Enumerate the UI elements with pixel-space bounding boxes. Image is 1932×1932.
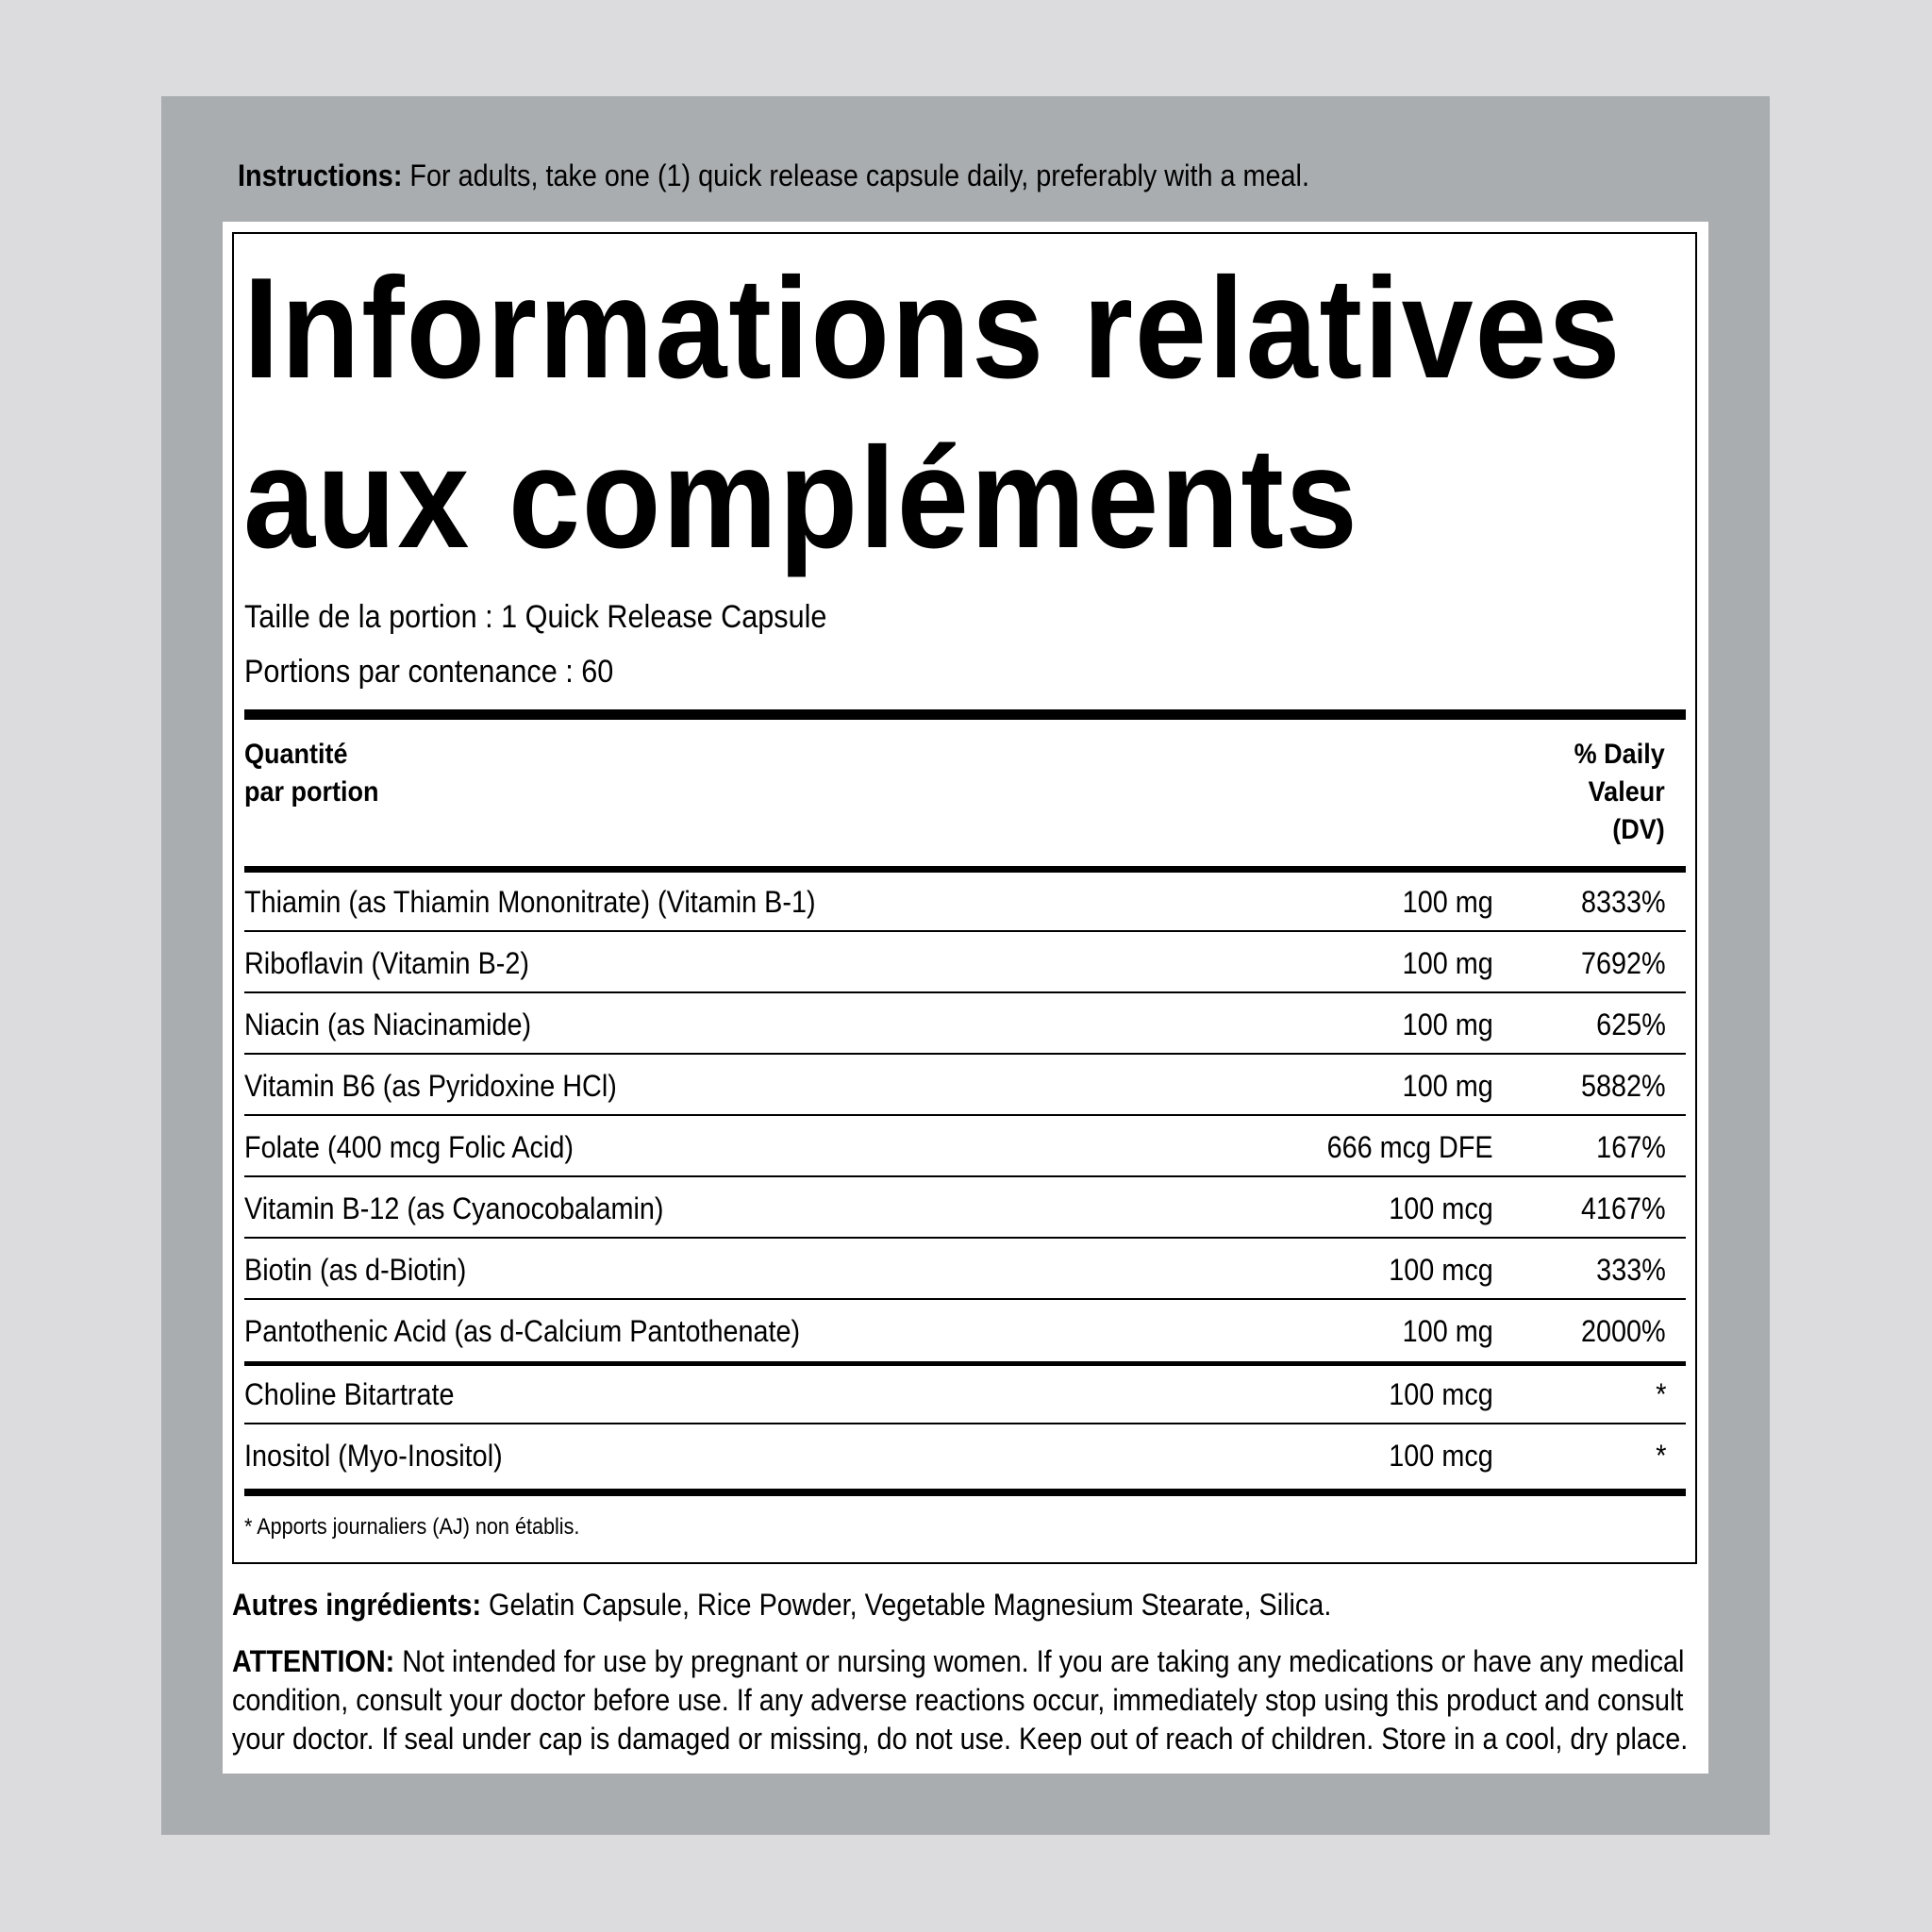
serving-size: Taille de la portion : 1 Quick Release Capsule (244, 599, 827, 635)
nutrient-name: Folate (400 mcg Folic Acid) (244, 1130, 574, 1164)
nutrient-amount: 100 mg (1402, 946, 1493, 980)
dv-header-line-2: Valeur (1588, 776, 1665, 808)
row-divider (244, 1114, 1686, 1116)
daily-value-header (1574, 736, 1665, 849)
nutrient-name: Vitamin B-12 (as Cyanocobalamin) (244, 1191, 664, 1225)
nutrient-daily-value: 167% (1596, 1130, 1666, 1164)
nutrient-amount: 100 mcg (1389, 1377, 1493, 1411)
thick-rule-bottom (244, 1489, 1686, 1496)
attention-line-3: your doctor. If seal under cap is damaged or missing, do not use. Keep out of reach of children. Store in a cool, dry place. (232, 1722, 1689, 1756)
nutrient-daily-value: 2000% (1581, 1314, 1666, 1348)
attention-line-1: Not intended for use by pregnant or nursing women. If you are taking any medications or have any medical (394, 1644, 1685, 1678)
instructions-text (238, 151, 1309, 200)
nutrient-name: Thiamin (as Thiamin Mononitrate) (Vitamin B-1) (244, 885, 816, 919)
nutrient-amount: 100 mg (1402, 1069, 1493, 1103)
nutrient-name: Riboflavin (Vitamin B-2) (244, 946, 529, 980)
amount-per-serving-header (244, 736, 378, 811)
nutrient-row (244, 1178, 1686, 1239)
nutrient-row (244, 994, 1686, 1055)
row-divider (244, 1237, 1686, 1239)
dv-header-line-3: (DV) (1612, 814, 1665, 845)
nutrient-name: Choline Bitartrate (244, 1377, 455, 1411)
nutrient-amount: 100 mcg (1389, 1253, 1493, 1287)
facts-title (243, 243, 1623, 583)
facts-title-line-2: aux compléments (243, 418, 1359, 578)
nutrient-name: Inositol (Myo-Inositol) (244, 1439, 503, 1473)
nutrient-row (244, 1301, 1686, 1361)
nutrient-daily-value: 625% (1596, 1008, 1666, 1041)
attention-label: ATTENTION: (232, 1644, 395, 1678)
nutrient-row (244, 1117, 1686, 1177)
row-divider (244, 1298, 1686, 1300)
row-divider (244, 1175, 1686, 1177)
nutrient-row (244, 1364, 1686, 1424)
row-divider (244, 1053, 1686, 1055)
instructions-body: For adults, take one (1) quick release capsule daily, preferably with a meal. (402, 158, 1309, 192)
amount-header-line-2: par portion (244, 776, 379, 808)
thick-rule-top (244, 709, 1686, 720)
other-ingredients-label: Autres ingrédients: (232, 1588, 482, 1622)
nutrient-row (244, 933, 1686, 993)
facts-title-line-1: Informations relatives (243, 248, 1623, 408)
nutrient-daily-value: * (1655, 1439, 1666, 1473)
nutrient-amount: 100 mg (1402, 1008, 1493, 1041)
nutrient-daily-value: 4167% (1581, 1191, 1666, 1225)
nutrient-amount: 100 mg (1402, 885, 1493, 919)
other-ingredients-text: Gelatin Capsule, Rice Powder, Vegetable Magnesium Stearate, Silica. (481, 1588, 1332, 1622)
nutrient-amount: 100 mg (1402, 1314, 1493, 1348)
servings-per-container: Portions par contenance : 60 (244, 654, 614, 690)
nutrient-amount: 100 mcg (1389, 1439, 1493, 1473)
nutrient-amount: 100 mcg (1389, 1191, 1493, 1225)
nutrient-name: Niacin (as Niacinamide) (244, 1008, 532, 1041)
nutrient-row (244, 872, 1686, 932)
row-divider (244, 1423, 1686, 1424)
nutrient-daily-value: 5882% (1581, 1069, 1666, 1103)
attention-warning (232, 1642, 1726, 1758)
nutrient-row (244, 1056, 1686, 1116)
nutrient-daily-value: 7692% (1581, 946, 1666, 980)
nutrient-daily-value: * (1655, 1377, 1666, 1411)
other-ingredients (232, 1585, 1331, 1624)
dv-header-line-1: % Daily (1574, 739, 1665, 770)
nutrient-name: Pantothenic Acid (as d-Calcium Pantothenate) (244, 1314, 801, 1348)
nutrient-amount: 666 mcg DFE (1326, 1130, 1493, 1164)
amount-header-line-1: Quantité (244, 739, 348, 770)
rule-other-nutrients (244, 1361, 1686, 1366)
row-divider (244, 930, 1686, 932)
nutrient-row (244, 1240, 1686, 1300)
nutrient-name: Biotin (as d-Biotin) (244, 1253, 467, 1287)
instructions-label: Instructions: (238, 158, 403, 192)
row-divider (244, 991, 1686, 993)
nutrient-row (244, 1425, 1686, 1486)
nutrient-daily-value: 333% (1596, 1253, 1666, 1287)
daily-value-footnote: * Apports journaliers (AJ) non établis. (244, 1514, 580, 1540)
attention-line-2: condition, consult your doctor before use. If any adverse reactions occur, immediately stop using this product and consult (232, 1683, 1684, 1717)
nutrient-name: Vitamin B6 (as Pyridoxine HCl) (244, 1069, 617, 1103)
nutrient-daily-value: 8333% (1581, 885, 1666, 919)
